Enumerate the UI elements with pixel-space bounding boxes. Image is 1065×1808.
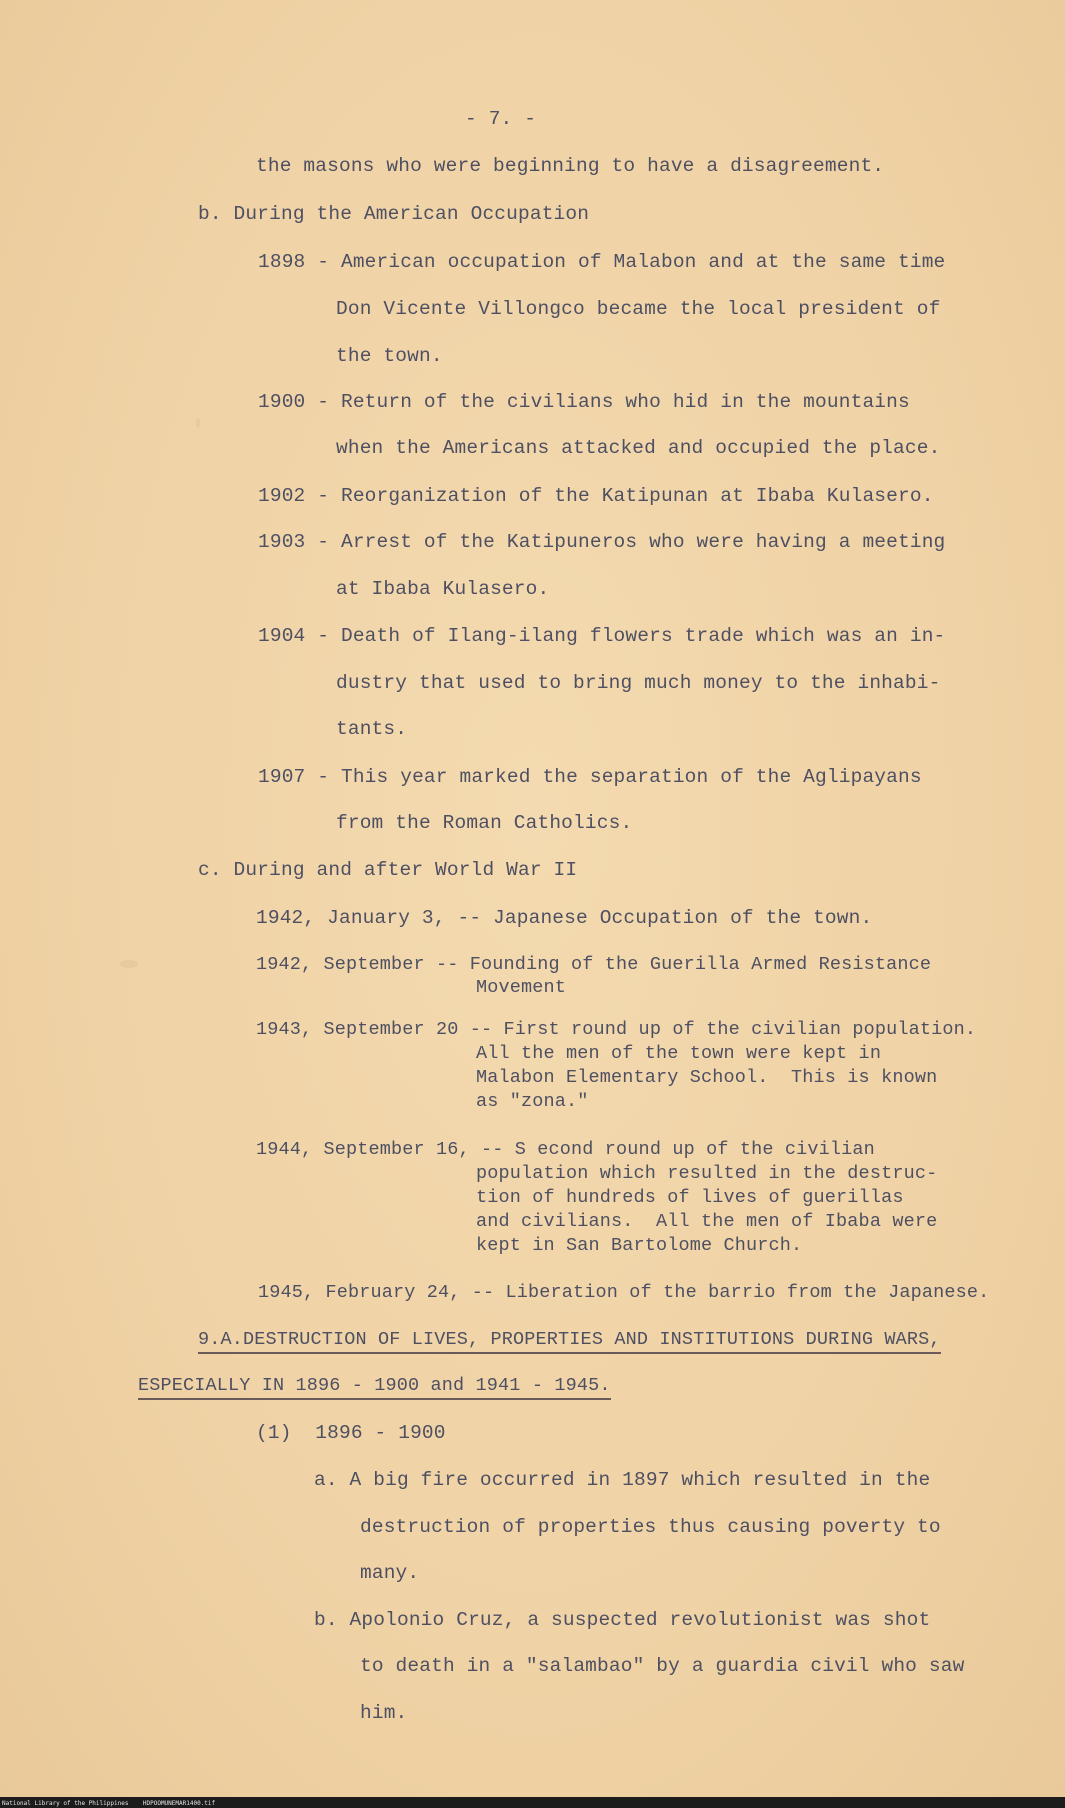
- text-line: a. A big fire occurred in 1897 which resulted in the: [314, 1469, 931, 1491]
- text-line: 1900 - Return of the civilians who hid in the mountains: [258, 391, 910, 413]
- text-line: from the Roman Catholics.: [336, 812, 633, 834]
- text-line: as "zona.": [476, 1091, 589, 1112]
- paper-stain: [120, 960, 138, 968]
- scan-footer-text: National Library of the Philippines HDPOOMUNEMAR1400.tif: [2, 1800, 216, 1807]
- text-line: and civilians. All the men of Ibaba were: [476, 1211, 938, 1232]
- text-line: kept in San Bartolome Church.: [476, 1235, 803, 1256]
- subsection-heading: (1) 1896 - 1900: [256, 1422, 446, 1444]
- text-line: 1945, February 24, -- Liberation of the barrio from the Japanese.: [258, 1282, 990, 1303]
- text-line: Don Vicente Villongco became the local president of: [336, 298, 941, 320]
- text-line: 1903 - Arrest of the Katipuneros who were having a meeting: [258, 531, 946, 553]
- text-line: when the Americans attacked and occupied the place.: [336, 437, 941, 459]
- section-heading-destruction: 9.A.DESTRUCTION OF LIVES, PROPERTIES AND INSTITUTIONS DURING WARS,: [198, 1328, 941, 1354]
- text-line: 1944, September 16, -- S econd round up of the civilian: [256, 1139, 875, 1160]
- text-line: b. Apolonio Cruz, a suspected revolutionist was shot: [314, 1609, 931, 1631]
- text-line: population which resulted in the destruc-: [476, 1163, 938, 1184]
- text-line: All the men of the town were kept in: [476, 1043, 882, 1064]
- text-line: 1942, January 3, -- Japanese Occupation of the town.: [256, 907, 873, 929]
- text-line: him.: [360, 1702, 408, 1724]
- text-line: the masons who were beginning to have a disagreement.: [256, 155, 885, 177]
- text-line: many.: [360, 1562, 420, 1584]
- text-line: tants.: [336, 718, 408, 740]
- text-line: 1942, September -- Founding of the Guerilla Armed Resistance: [256, 954, 932, 975]
- text-line: destruction of properties thus causing poverty to: [360, 1516, 941, 1538]
- text-line: at Ibaba Kulasero.: [336, 578, 550, 600]
- text-line: 1902 - Reorganization of the Katipunan at Ibaba Kulasero.: [258, 485, 934, 507]
- section-heading-world-war-ii: c. During and after World War II: [198, 859, 578, 881]
- page-number: - 7. -: [465, 108, 537, 130]
- text-line: Malabon Elementary School. This is known: [476, 1067, 938, 1088]
- paper-stain: [196, 418, 200, 428]
- text-line: dustry that used to bring much money to the inhabi-: [336, 672, 941, 694]
- section-heading-destruction-cont: ESPECIALLY IN 1896 - 1900 and 1941 - 1945.: [138, 1374, 611, 1400]
- text-line: 1943, September 20 -- First round up of the civilian population.: [256, 1019, 977, 1040]
- text-line: Movement: [476, 977, 567, 998]
- text-line: to death in a "salambao" by a guardia civil who saw: [360, 1655, 965, 1677]
- text-line: the town.: [336, 345, 443, 367]
- section-heading-american-occupation: b. During the American Occupation: [198, 203, 590, 225]
- text-line: 1907 - This year marked the separation of the Aglipayans: [258, 766, 922, 788]
- text-line: 1904 - Death of Ilang-ilang flowers trade which was an in-: [258, 625, 946, 647]
- text-line: tion of hundreds of lives of guerillas: [476, 1187, 904, 1208]
- text-line: 1898 - American occupation of Malabon and at the same time: [258, 251, 946, 273]
